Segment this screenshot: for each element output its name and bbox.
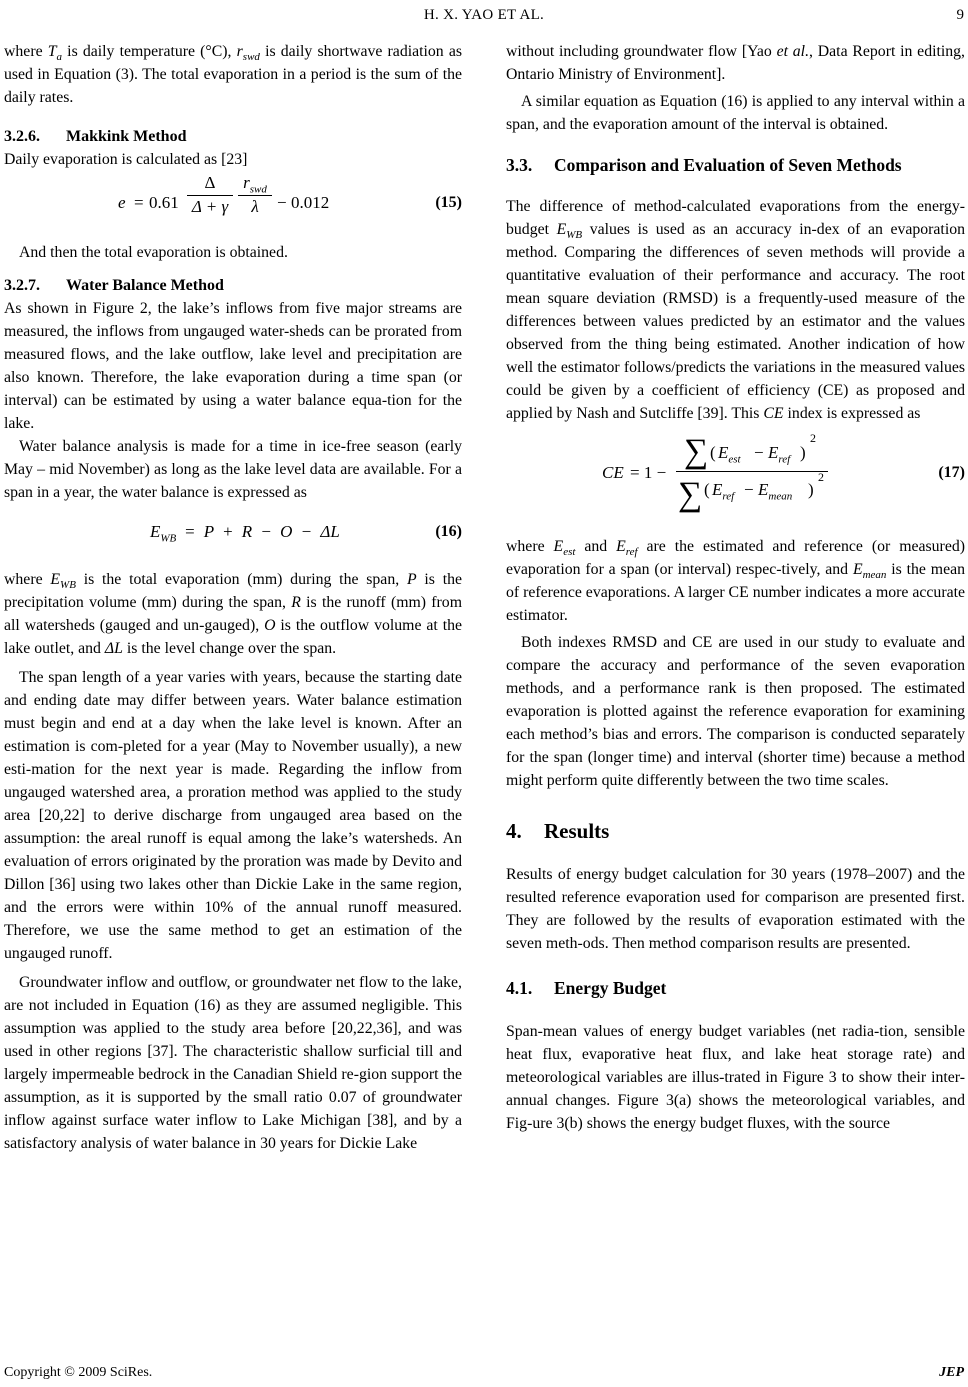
paragraph-where-17: where $E_{est}$ and $E_{ref}$ are the estimated and reference (or measured) evaporation for a span (or interval) respec-tively, and $E_{mean}$ is the mean of reference evaporations. A larger CE number indicates a more accurate estimator. [506, 538, 965, 624]
section-3-2-6-heading: 3.2.6. Makkink Method [4, 128, 187, 145]
paragraph-groundwater: Groundwater inflow and outflow, or groundwater net flow to the lake, are not included in Equation (16) as they are assumed negligible. This assumption was applied to the study area before [20,22,36], and was used in other regions [37]. The characteristic shallow surficial till and largely impermeable bedrock in the Canadian Shield re-gion support the assumption, as it is supported by the small ratio 0.07 of groundwater inflow against surface water inflow to Lake Michigan [38], and by a satisfactory analysis of water balance in 30 years for Dickie Lake [4, 974, 462, 1152]
fraction-2: $r_{swd}$ λ [238, 173, 272, 218]
paragraph-results: Results of energy budget calculation for 30 years (1978–2007) and the resulted reference evaporation used for comparison are presented first. They are followed by the results of evaporation estimated with the seven meth-ods. Then method comparison results are presented. [506, 866, 965, 952]
page-number: 9 [956, 7, 964, 23]
paragraph-intro: where $T_a$ is daily temperature (°C), $r_{swd}$ is daily shortwave radiation as used in Equation (3). The total evaporation in a period is the sum of the daily rates. [4, 43, 462, 106]
paragraph-comparison: The difference of method-calculated evaporations from the energy-budget $E_{WB}$ values is used as an accuracy in-dex of an evaporation method. Comparing the differences of seven methods will provide a quantitative evaluation of their performance and accuracy. The root mean square deviation (RMSD) is a frequently-used measure of the differences between values predicted by an estimator and the values observed from the thing being estimated. Another indication of how well the estimator follows/predicts the variations in the measured values could be given by a coefficient of efficiency (CE) as proposed and applied by Nash and Sutcliffe [39]. This CE index is expressed as [506, 198, 966, 422]
section-3-2-7-heading: 3.2.7. Water Balance Method [4, 277, 224, 294]
section-3-3-heading: 3.3. Comparison and Evaluation of Seven Methods [506, 155, 902, 175]
equation-17-number: (17) [938, 464, 965, 481]
paragraph-energy-budget: Span-mean values of energy budget variables (net radia-tion, sensible heat flux, evaporative heat flux, and lake heat storage rate) and meteorological variables are illus-trated in Figure 3 to show their inter-annual changes. Figure 3(a) shows the meteorological variables, and Fig-ure 3(b) shows the energy budget fluxes, with the source [506, 1023, 965, 1132]
equation-15-number: (15) [435, 194, 462, 211]
paragraph-makkink: Daily evaporation is calculated as [23] [4, 151, 248, 168]
running-title: H. X. YAO ET AL. [423, 7, 545, 23]
paragraph-water-balance-1: As shown in Figure 2, the lake’s inflows from five major streams are measured, the inflows from ungauged water-sheds can be prorated from measured flows, and the lake outflow, lake level and precipitation are also known. Therefore, the lake evaporation during a time span (or interval) can be estimated by using a water balance equa-tion for the lake. [4, 300, 462, 432]
paragraph-where-16: where $E_{WB}$ is the total evaporation (mm) during the span, P is the precipitation volume (mm) during the span, R is the runoff (mm) from all watersheds (gauged and un-gauged), O is the outflow volume at the lake outlet, and ΔL is the level change over the span. [4, 571, 463, 657]
right-column [506, 40, 965, 1135]
paragraph-span-length: The span length of a year varies with years, because the starting date and ending date may differ between years. Water balance estimation must begin and end at a day when the lake level is known. After an estimation is com-pleted for a year (May to November usually), a new esti-mation for the next year is made. Regarding the inflow from ungauged watershed area, a proration method was applied to the study area [20,22] to derive discharge from ungauged area based on the assumption: the areal runoff is equal among the lake’s watersheds. An evaluation of errors originated by the proration was made by Devito and Dillon [36] using two lakes other than Dickie Lake in the same region, and the errors were within 10% of the annual runoff measured. Therefore, we use the same method to get an estimation of the ungauged runoff. [4, 669, 462, 962]
section-4-heading: 4. Results [506, 819, 610, 843]
section-4-1-heading: 4.1. Energy Budget [506, 978, 667, 998]
left-column [4, 40, 462, 1155]
paragraph-water-balance-2: Water balance analysis is made for a time in ice-free season (early May – mid November) as long as the lake level data are available. For a span in a year, the water balance is expressed as [4, 438, 462, 501]
fraction-1: Δ Δ + γ [187, 173, 233, 218]
paragraph-both-indexes: Both indexes RMSD and CE are used in our study to evaluate and compare the accuracy and performance of the seven evaporation methods, and a performance rank is then proposed. The estimated evaporation is plotted against the reference evaporation for examining each method’s bias and errors. The comparison is conducted separately for the span (longer time) and interval (shorter time) because a method might perform quite differently between the two time scales. [506, 634, 965, 789]
equation-16: $E_{WB}$ = P + R − O − ΔL (16) [150, 522, 462, 545]
paragraph-total-evap: And then the total evaporation is obtained. [19, 244, 288, 261]
ce-fraction: ∑ ( $E_{est}$ − $E_{ref}$ ) 2 ∑ ( $E_{ref}$ − $E_{mean}$ ) 2 [676, 431, 828, 512]
running-header [0, 4, 968, 26]
equation-15: e = 0.61 Δ Δ + γ $r_{swd}$ λ − 0.012 (15) [118, 173, 462, 216]
paragraph-similar-equation: A similar equation as Equation (16) is applied to any interval within a span, and the evaporation amount of the interval is obtained. [506, 93, 965, 133]
paragraph-continued: without including groundwater flow [Yao et al., Data Report in editing, Ontario Ministry of Environment]. [506, 43, 966, 83]
equation-16-number: (16) [435, 523, 462, 540]
equation-17: CE = 1 − ∑ ( $E_{est}$ − $E_{ref}$ ) 2 ∑ ( $E_{ref}$ − $E_{mean}$ ) 2 (17) [602, 431, 965, 513]
page-footer [0, 1361, 968, 1383]
journal-name: JEP [939, 1365, 964, 1380]
copyright-text: Copyright © 2009 SciRes. [4, 1365, 153, 1380]
